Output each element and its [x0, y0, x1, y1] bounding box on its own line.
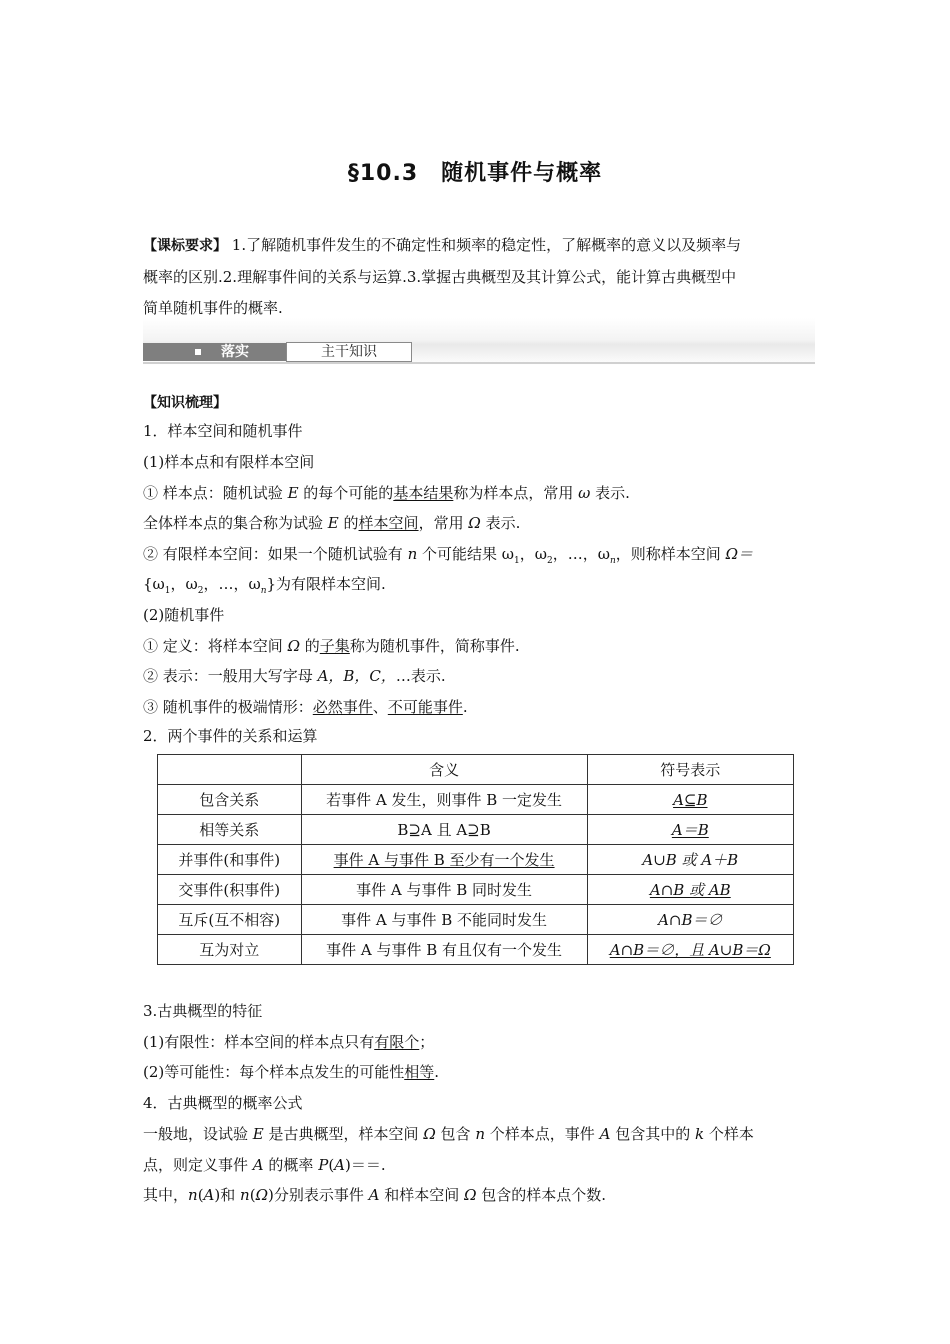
- text: 的概率: [268, 1156, 314, 1174]
- text: 表示.: [485, 514, 521, 532]
- text: ② 表示：一般用大写字母: [143, 667, 313, 685]
- relation-symbol: [587, 935, 793, 965]
- var-n: n: [188, 1186, 198, 1204]
- text: ，则称样本空间: [615, 545, 721, 563]
- text: 表示.: [595, 484, 630, 502]
- subscript: 1: [514, 556, 520, 566]
- var-A: A: [203, 1186, 215, 1204]
- text: 个样本: [708, 1125, 754, 1143]
- relation-name: 相等关系: [158, 815, 302, 845]
- section-banner: [143, 318, 815, 366]
- text: {ω: [143, 575, 165, 593]
- s1-p2: [143, 513, 520, 533]
- text: ；: [419, 1033, 435, 1051]
- text: ① 定义：将样本空间: [143, 637, 283, 655]
- var-n: n: [240, 1186, 250, 1204]
- var-E: E: [252, 1125, 264, 1143]
- table-header-row: [158, 755, 794, 785]
- text: (: [249, 1186, 256, 1204]
- text: (1)有限性：样本空间的样本点只有: [143, 1033, 375, 1051]
- text: 全体样本点的集合称为试验: [143, 514, 324, 532]
- s1-p4: [143, 574, 386, 601]
- subscript: n: [260, 586, 267, 596]
- underlined-answer: 子集: [319, 637, 350, 655]
- text: 个可能结果 ω: [422, 545, 515, 563]
- underlined-answer: 不可能事件: [387, 698, 463, 716]
- square-bullet-icon: [195, 349, 201, 355]
- table-row: [158, 905, 794, 935]
- requirement-line-1: 1.了解随机事件发生的不确定性和频率的稳定性，了解概率的意义以及频率与: [231, 236, 742, 254]
- knowledge-heading: 【知识梳理】: [143, 395, 227, 411]
- banner-dark-block: [143, 343, 286, 361]
- text: 称为随机事件，简称事件.: [349, 637, 520, 655]
- relation-symbol: [587, 785, 793, 815]
- s1-sub2: (2)随机事件: [143, 606, 225, 624]
- s3-l2: [143, 1062, 439, 1082]
- underlined-answer: 有限个: [374, 1033, 420, 1051]
- var-Omega: Ω: [423, 1125, 436, 1143]
- requirement-line-2: 概率的区别.2.理解事件间的关系与运算.3.掌握古典概型及其计算公式，能计算古典概型中: [143, 268, 737, 286]
- s1-p1: [143, 483, 630, 503]
- text: 点，则定义事件: [143, 1156, 249, 1174]
- text: .: [462, 698, 468, 716]
- text: ，…，ω: [203, 575, 261, 593]
- symbol-text: A＝B: [671, 821, 709, 839]
- var-list: A，B，C，: [317, 667, 396, 685]
- text: 、: [372, 698, 388, 716]
- text: 包含的样本点个数.: [481, 1186, 607, 1204]
- relation-name: 互为对立: [158, 935, 302, 965]
- page-title: §10.3 随机事件与概率: [347, 161, 603, 186]
- underlined-answer: 事件 A 与事件 B 至少有一个发生: [333, 851, 555, 869]
- subscript: 2: [197, 586, 204, 596]
- text: (: [197, 1186, 204, 1204]
- var-E: E: [287, 484, 299, 502]
- symbol-text: A∩B 或 AB: [649, 881, 731, 899]
- text: .: [434, 1063, 440, 1081]
- table-header-cell: 含义: [301, 755, 587, 785]
- var-n: n: [475, 1125, 486, 1143]
- underlined-answer: 必然事件: [312, 698, 373, 716]
- underlined-answer: 样本空间: [358, 514, 419, 532]
- var-Omega: Ω: [468, 514, 481, 532]
- text: 是古典概型，样本空间: [268, 1125, 419, 1143]
- text: 和样本空间: [384, 1186, 460, 1204]
- var-Omega: Ω＝: [725, 545, 753, 563]
- text: 的每个可能的: [303, 484, 394, 502]
- relation-name: 交事件(积事件): [158, 875, 302, 905]
- relation-meaning: B⊇A 且 A⊇B: [301, 815, 587, 845]
- banner-rule: [143, 362, 815, 364]
- s1-d1: [143, 636, 520, 656]
- text: ，ω: [519, 545, 547, 563]
- var-A: A: [599, 1125, 611, 1143]
- table-row: [158, 875, 794, 905]
- text: 的: [343, 514, 359, 532]
- relation-meaning: 事件 A 与事件 B 有且仅有一个发生: [301, 935, 587, 965]
- text: 个样本点，事件: [489, 1125, 595, 1143]
- s3-l1: [143, 1032, 434, 1052]
- relation-symbol: [587, 815, 793, 845]
- var-E: E: [327, 514, 339, 532]
- s4-l2: [143, 1155, 386, 1175]
- subscript: 2: [547, 556, 553, 566]
- relations-table: [157, 754, 794, 965]
- relation-name: 互斥(互不相容): [158, 905, 302, 935]
- requirement-tag: 【课标要求】: [143, 238, 227, 254]
- var-Omega: Ω: [464, 1186, 477, 1204]
- var-A: A: [334, 1156, 346, 1174]
- text: ，ω: [170, 575, 198, 593]
- text: ，…，ω: [552, 545, 610, 563]
- table-row: [158, 845, 794, 875]
- s1-d3: [143, 697, 468, 717]
- table-row: [158, 785, 794, 815]
- text: 一般地，设试验: [143, 1125, 249, 1143]
- relation-name: 包含关系: [158, 785, 302, 815]
- text: 称为样本点，常用: [453, 484, 574, 502]
- relation-meaning: 事件 A 与事件 B 不能同时发生: [301, 905, 587, 935]
- symbol-text: A∪B 或 A＋B: [642, 851, 739, 869]
- var-Omega: Ω: [255, 1186, 268, 1204]
- s4-heading: 4．古典概型的概率公式: [143, 1094, 303, 1112]
- text: 的: [304, 637, 320, 655]
- s1-d2: [143, 666, 446, 686]
- s1-sub1: (1)样本点和有限样本空间: [143, 453, 315, 471]
- text: )和: [214, 1186, 236, 1204]
- var-n: n: [407, 545, 418, 563]
- var-k: k: [695, 1125, 705, 1143]
- symbol-text: A∩B＝∅: [658, 911, 723, 929]
- relation-symbol: [587, 905, 793, 935]
- subscript: n: [609, 556, 616, 566]
- curriculum-requirement: [143, 230, 811, 324]
- relation-meaning: 事件 A 与事件 B 同时发生: [301, 875, 587, 905]
- text: (2)等可能性：每个样本点发生的可能性: [143, 1063, 405, 1081]
- requirement-line-3: 简单随机事件的概率.: [143, 299, 283, 317]
- s2-heading: 2．两个事件的关系和运算: [143, 727, 318, 745]
- table-row: [158, 935, 794, 965]
- text: 包含其中的: [615, 1125, 691, 1143]
- text: 包含: [440, 1125, 471, 1143]
- text: ② 有限样本空间：如果一个随机试验有: [143, 545, 403, 563]
- banner-light-label: 主干知识: [286, 342, 412, 362]
- underlined-answer: 相等: [404, 1063, 435, 1081]
- s1-p3: [143, 544, 753, 571]
- var-A: A: [252, 1156, 264, 1174]
- subscript: 1: [164, 586, 171, 596]
- relation-meaning: [301, 845, 587, 875]
- table-header-cell: [158, 755, 302, 785]
- text: ③ 随机事件的极端情形：: [143, 698, 313, 716]
- text: (: [328, 1156, 335, 1174]
- var-A: A: [368, 1186, 380, 1204]
- var-omega: ω: [578, 484, 591, 502]
- text: )＝＝.: [345, 1156, 386, 1174]
- relation-symbol: [587, 875, 793, 905]
- s1-heading: 1．样本空间和随机事件: [143, 422, 303, 440]
- s4-l3: [143, 1185, 606, 1205]
- s4-l1: [143, 1124, 754, 1144]
- s3-heading: 3.古典概型的特征: [143, 1002, 263, 1020]
- symbol-text: A∩B＝∅，且 A∪B＝Ω: [609, 941, 771, 959]
- var-P: P: [318, 1156, 329, 1174]
- text: …表示.: [395, 667, 446, 685]
- relation-symbol: [587, 845, 793, 875]
- table-row: [158, 815, 794, 845]
- var-Omega: Ω: [287, 637, 300, 655]
- banner-dark-label: 落实: [221, 344, 249, 360]
- text: 其中，: [143, 1186, 189, 1204]
- relation-meaning: 若事件 A 发生，则事件 B 一定发生: [301, 785, 587, 815]
- text: )分别表示事件: [268, 1186, 364, 1204]
- underlined-answer: 基本结果: [393, 484, 454, 502]
- text: ① 样本点：随机试验: [143, 484, 283, 502]
- text: }为有限样本空间.: [266, 575, 386, 593]
- text: ，常用: [418, 514, 464, 532]
- relation-name: 并事件(和事件): [158, 845, 302, 875]
- symbol-text: A⊆B: [673, 790, 708, 809]
- table-header-cell: 符号表示: [587, 755, 793, 785]
